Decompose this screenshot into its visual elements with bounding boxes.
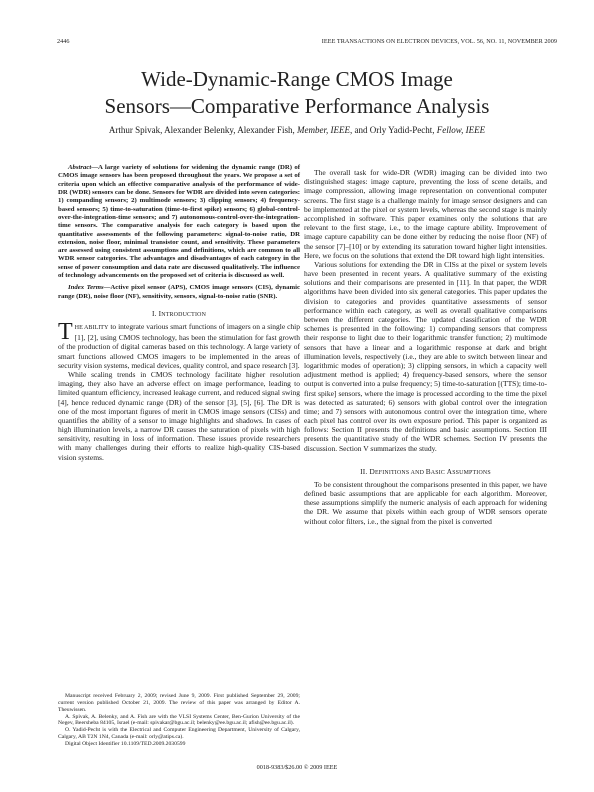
abstract xyxy=(58,164,300,280)
lead-in: HE ABILITY xyxy=(74,325,109,331)
issn-copyright: 0018-9383/$26.00 © 2009 IEEE xyxy=(256,764,338,771)
page-number: 2446 xyxy=(57,38,70,45)
title-line-1: Wide-Dynamic-Range CMOS Image xyxy=(141,67,453,91)
right-paragraph-1: The overall task for wide-DR (WDR) imaging can be divided into two distinguished stages: image capture, preventing the loss of scene details, and image compression, allowing image representation on conventional computer screens. The first stage is a challenge mainly for image sensor designers and can be implemented at the pixel or system levels, whereas the second stage is mainly accomplished in software. This paper examines only the solutions that are relevant to the first stage, i.e., to the image capture ability. Improvement of image capture capability can be done either by reducing the noise floor (NF) of the sensor [7]–[10] or by extending its saturation toward higher light intensities. Here, we focus on the solutions that extend the DR toward high light intensities. xyxy=(304,168,547,260)
intro-paragraph-1: THE ABILITY to integrate various smart functions of imagers on a single chip [1], [2], using CMOS technology, has been the stimulation for fast growth of the production of digital cameras based on this technology. A large variety of smart functions allowed CMOS imagers to be implemented in the areas of security vision systems, medical devices, quality control, and space research [3]. xyxy=(58,319,300,370)
section-heading-definitions: II. DEFINITIONS AND BASIC ASSUMPTIONS xyxy=(360,466,491,476)
right-paragraph-2: Various solutions for extending the DR in CISs at the pixel or system levels have been presented in recent years. A qualitative summary of the existing solutions and their comparisons are presented in [11]. In that paper, the WDR algorithms have been divided into six general categories. This paper updates the division to categories and provides quantitative assessments of sensor performance within each category, as well as overall qualitative comparisons between the different categories. The updated classification of the WDR schemes is presented in the following: 1) companding sensors that compress their response to light due to their logarithmic transfer function; 2) multimode sensors that have a linear and a logarithmic response at dark and bright illumination levels, respectively (i.e., they are able to switch between linear and logarithmic modes of operation); 3) clipping sensors, in which a capacity well adjustment method is applied; 4) frequency-based sensors, where the sensor output is converted into a pulse frequency; 5) time-to-saturation [(TTS); time-to-first spike] sensors, where the image is processed according to the time the pixel was detected as saturated; 6) sensors with global control over the integration time; and 7) sensors with autonomous control over the integration time, where each pixel has control over its own exposure period. This paper is organized as follows: Section II presents the definitions and basic assumptions. Section III presents the quantitative study of the WDR schemes. Section IV presents the discussion. Section V summarizes the study. xyxy=(304,259,547,453)
author-fellow: Fellow, IEEE xyxy=(436,125,486,135)
footnotes xyxy=(58,693,300,748)
footnote-affiliation-2: O. Yadid-Pecht is with the Electrical and Computer Engineering Department, University of Calgary, Calgary, AB T2N 1N4, Canada (e-mail: orly@atips.ca). xyxy=(58,727,300,741)
footnote-affiliation-1: A. Spivak, A. Belenky, and A. Fish are with the VLSI Systems Center, Ben-Gurion University of the Negev, Beersheba 84105, Israel (e-mail: spivakar@bgu.ac.il; belenky@ee.bgu.ac.il; afish@ee.bgu.ac.il). xyxy=(58,713,300,727)
journal-name: IEEE TRANSACTIONS ON ELECTRON DEVICES, VOL. 56, NO. 11, NOVEMBER 2009 xyxy=(321,38,557,45)
page-header xyxy=(57,38,557,48)
author-member: Member, IEEE xyxy=(297,125,351,135)
author-list xyxy=(40,125,554,135)
section-heading-introduction: I. INTRODUCTION xyxy=(151,309,207,318)
index-terms-text: —Active pixel sensor (APS), CMOS image sensors (CIS), dynamic range (DR), noise floor (NF), sensitivity, sensors, signal-to-noise ratio (SNR). xyxy=(58,284,300,300)
page-footer xyxy=(0,763,594,772)
left-column xyxy=(58,164,300,462)
footnote-doi: Digital Object Identifier 10.1109/TED.2009.2030599 xyxy=(65,740,186,747)
right-paragraph-3: To be consistent throughout the comparisons presented in this paper, we have defined basic assumptions that are applicable for each algorithm. Moreover, these assumptions simplify the numeric analysis of each approach for widening the DR. We assume that pixels within each group of WDR sensors operate without color filters, i.e., the signal from the pixel is converted xyxy=(304,479,547,526)
right-column xyxy=(304,168,547,526)
abstract-text: —A large variety of solutions for widening the dynamic range (DR) of CMOS image sensors has been proposed throughout the years. We propose a set of criteria upon which an effective comparative analysis of the performance of wide-DR (WDR) sensors can be done. Sensors for WDR are divided into seven categories: 1) companding sensors; 2) multimode sensors; 3) clipping sensors; 4) frequency-based sensors; 5) time-to-saturation (time-to-first spike) sensors; 6) global-control-over-the-integration-time sensors; and 7) autonomous-control-over-the-integration-time sensors. The comparative analysis for each category is based upon the quantitative assessments of the following parameters: signal-to-noise ratio, DR extension, noise floor, minimal transistor count, and sensitivity. These parameters are assessed using consistent assumptions and definitions, which are common to all WDR sensor categories. The advantages and disadvantages of each category in the sense of power consumption and data rate are discussed qualitatively. The influence of technology advancements on the proposed set of criteria is discussed as well. xyxy=(58,164,300,280)
drop-cap: T xyxy=(58,319,73,345)
author-names-b: , and Orly Yadid-Pecht, xyxy=(350,125,437,135)
intro-paragraph-2: While scaling trends in CMOS technology facilitate higher resolution imaging, they also have an adverse effect on image performance, leading to limited quantum efficiency, increased leakage current, and reduced signal swing [4], hence reduced dynamic range (DR) of the sensor [3], [5], [6]. The DR is one of the most important figures of merit in CMOS image sensors (CISs) and quantifies the ability of a sensor to image highlights and shadows. In cases of high illumination levels, a narrow DR causes the saturation of pixels with high sensitivity, resulting in loss of information. These issues provide researchers with many challenges during their efforts to realize high-quality CIS-based vision systems. xyxy=(58,369,300,462)
paper-title xyxy=(40,66,554,120)
index-terms-label: Index Terms xyxy=(68,284,104,292)
index-terms xyxy=(58,284,300,301)
abstract-label: Abstract xyxy=(68,164,92,171)
author-names-a: Arthur Spivak, Alexander Belenky, Alexander Fish, xyxy=(108,125,298,135)
title-line-2: Sensors—Comparative Performance Analysis xyxy=(104,94,490,118)
footnote-received: Manuscript received February 2, 2009; revised June 9, 2009. First published September 29, 2009; current version published October 21, 2009. The review of this paper was arranged by Editor A. Theuwissen. xyxy=(58,693,300,713)
